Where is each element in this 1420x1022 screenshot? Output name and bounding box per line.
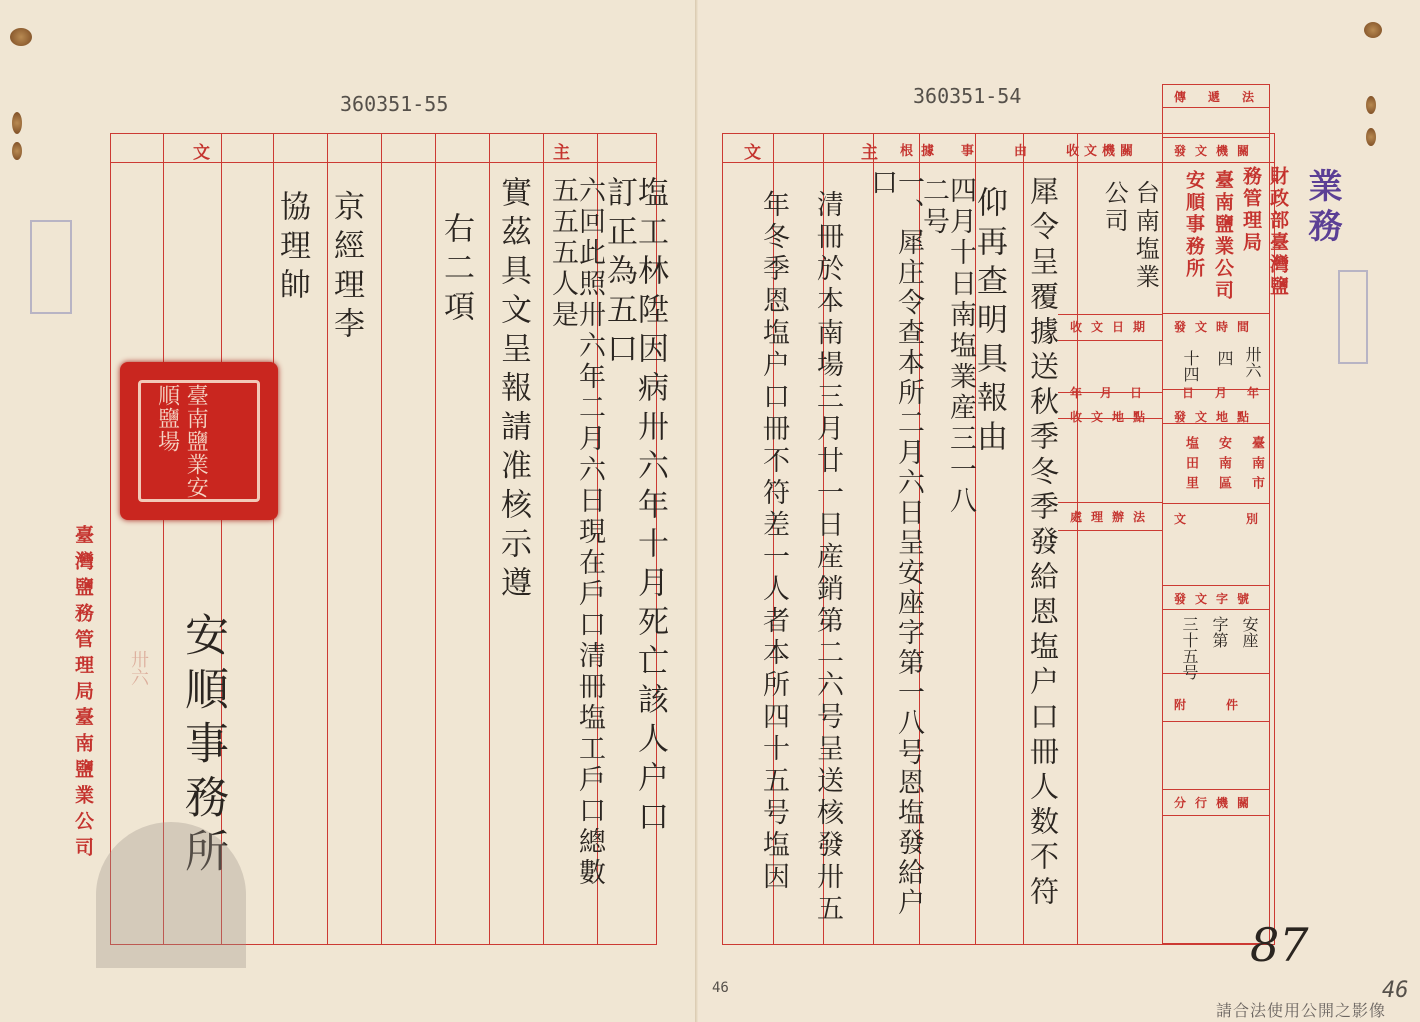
send-year: 卅六 xyxy=(1243,346,1262,378)
recipient-2: 協理帥 xyxy=(274,190,310,307)
body-line-2: 六回此照卅六年二月六日現在戶口清冊塩工戶口總數五五五人是 xyxy=(547,176,605,889)
month-label: 月 xyxy=(1215,386,1237,400)
header-recv-org: 收文機關 xyxy=(1066,144,1139,159)
send-place-label: 發文地點 xyxy=(1174,410,1259,424)
dept-stamp: 業務 xyxy=(1302,168,1342,248)
column-rule xyxy=(489,134,490,944)
archive-number: 360351-55 xyxy=(340,92,449,116)
form-rule xyxy=(1163,107,1269,108)
issuer-side-text: 臺灣鹽務管理局臺南鹽業公司 xyxy=(72,525,94,863)
binding-hole xyxy=(1366,128,1376,146)
body-line-1: 塩工林陞因病卅六年十月死亡該人户口訂正為五口 xyxy=(601,176,668,839)
form-rule xyxy=(1163,503,1269,504)
archive-watermark-logo xyxy=(96,822,246,968)
category-label: 文別 xyxy=(1174,512,1319,526)
transmit-method-label: 傳遞法 xyxy=(1174,90,1277,104)
send-day: 十四 xyxy=(1181,350,1200,382)
sender-org-label: 發文機關 xyxy=(1174,144,1259,158)
doc-number-2: 字第 xyxy=(1210,616,1229,648)
left-page xyxy=(0,0,698,1022)
form-rule xyxy=(1163,815,1269,816)
header-wen: 文 xyxy=(744,143,761,163)
body-line-1: 一、犀庄令查本所二月六日呈安座字第一八号恩塩發給户口 xyxy=(866,168,924,918)
send-place-2: 安南區 xyxy=(1216,436,1231,496)
sender-org-line-1: 財政部臺灣鹽務管理局 xyxy=(1240,166,1289,298)
column-rule xyxy=(435,134,436,944)
send-time-label: 發文時間 xyxy=(1174,320,1259,334)
recipient-org: 台南塩業公司 xyxy=(1100,180,1160,292)
column-rule xyxy=(543,134,544,944)
form-rule xyxy=(1163,789,1269,790)
form-rule xyxy=(1163,721,1269,722)
binding-hole xyxy=(1364,22,1382,38)
bottom-pencil-number: 46 xyxy=(712,980,729,996)
sender-org-line-3: 安順事務所 xyxy=(1183,170,1205,280)
recv-ymd-label: 年月日 xyxy=(1070,386,1161,400)
column-rule xyxy=(1023,134,1024,944)
header-zhu: 主 xyxy=(861,143,878,163)
faint-stamp xyxy=(30,220,72,314)
basis-text: 四月十日南塩業産三一八二号 xyxy=(918,176,976,517)
form-rule xyxy=(1163,585,1269,586)
attachment-label: 附件 xyxy=(1174,698,1279,712)
doc-number-3: 三十五号 xyxy=(1180,616,1199,680)
subject-line-2: 仰再查明具報由 xyxy=(971,186,1007,459)
usage-watermark: 請合法使用公開之影像 xyxy=(1216,1001,1387,1020)
header-basis: 根據 xyxy=(900,144,943,159)
body-line-2: 清冊於本南場三月廿一日産銷第二六号呈送核發卅五 xyxy=(812,190,843,926)
form-rule xyxy=(1058,502,1162,503)
body-line-3: 年冬季恩塩户口冊不符差一人者本所四十五号塩因 xyxy=(758,190,789,894)
header-subject: 事由 xyxy=(961,144,1068,159)
sender-org-line-2: 臺南鹽業公司 xyxy=(1212,170,1234,302)
doc-number-1: 安座 xyxy=(1240,616,1259,648)
form-rule xyxy=(1058,340,1162,341)
recv-date-label: 收文日期 xyxy=(1070,320,1155,334)
send-place-3: 塩田里 xyxy=(1183,436,1198,496)
binding-hole xyxy=(1366,96,1376,114)
seal-text: 臺南鹽業安順鹽場 xyxy=(154,384,209,499)
signature: 安順事務所 xyxy=(177,612,228,882)
send-month: 四 xyxy=(1215,350,1234,366)
faint-stamp xyxy=(1338,270,1368,364)
body-line-3: 實茲具文呈報請准核示遵 xyxy=(495,176,531,605)
day-label: 日 xyxy=(1182,386,1204,400)
faint-red-stamp: 卅六 xyxy=(128,650,149,686)
header-wen: 文 xyxy=(193,143,210,163)
archive-number: 360351-54 xyxy=(913,84,1022,108)
binding-hole xyxy=(12,142,22,160)
recv-place-label: 收文地點 xyxy=(1070,410,1155,424)
branch-label: 分行機關 xyxy=(1174,796,1259,810)
form-rule xyxy=(1163,313,1269,314)
form-rule xyxy=(1163,137,1269,138)
subject-line-1: 犀令呈覆據送秋季冬季發給恩塩户口冊人数不符 xyxy=(1026,176,1060,911)
doc-number-label: 發文字號 xyxy=(1174,592,1259,606)
form-rule xyxy=(1058,314,1162,315)
send-place-1: 臺南市 xyxy=(1249,436,1264,496)
corner-page-number: 46 xyxy=(1382,978,1409,1003)
binding-hole xyxy=(12,112,22,134)
binding-hole xyxy=(10,28,32,46)
body-line-4: 右二項 xyxy=(438,212,474,329)
handling-label: 處理辦法 xyxy=(1070,510,1155,524)
official-seal xyxy=(120,362,278,520)
header-zhu: 主 xyxy=(553,143,570,163)
year-label: 年 xyxy=(1247,386,1269,400)
right-page xyxy=(698,0,1420,1022)
handwritten-page-number: 87 xyxy=(1250,918,1309,972)
column-rule xyxy=(381,134,382,944)
form-rule xyxy=(1163,609,1269,610)
recipient-1: 京經理李 xyxy=(328,190,364,346)
